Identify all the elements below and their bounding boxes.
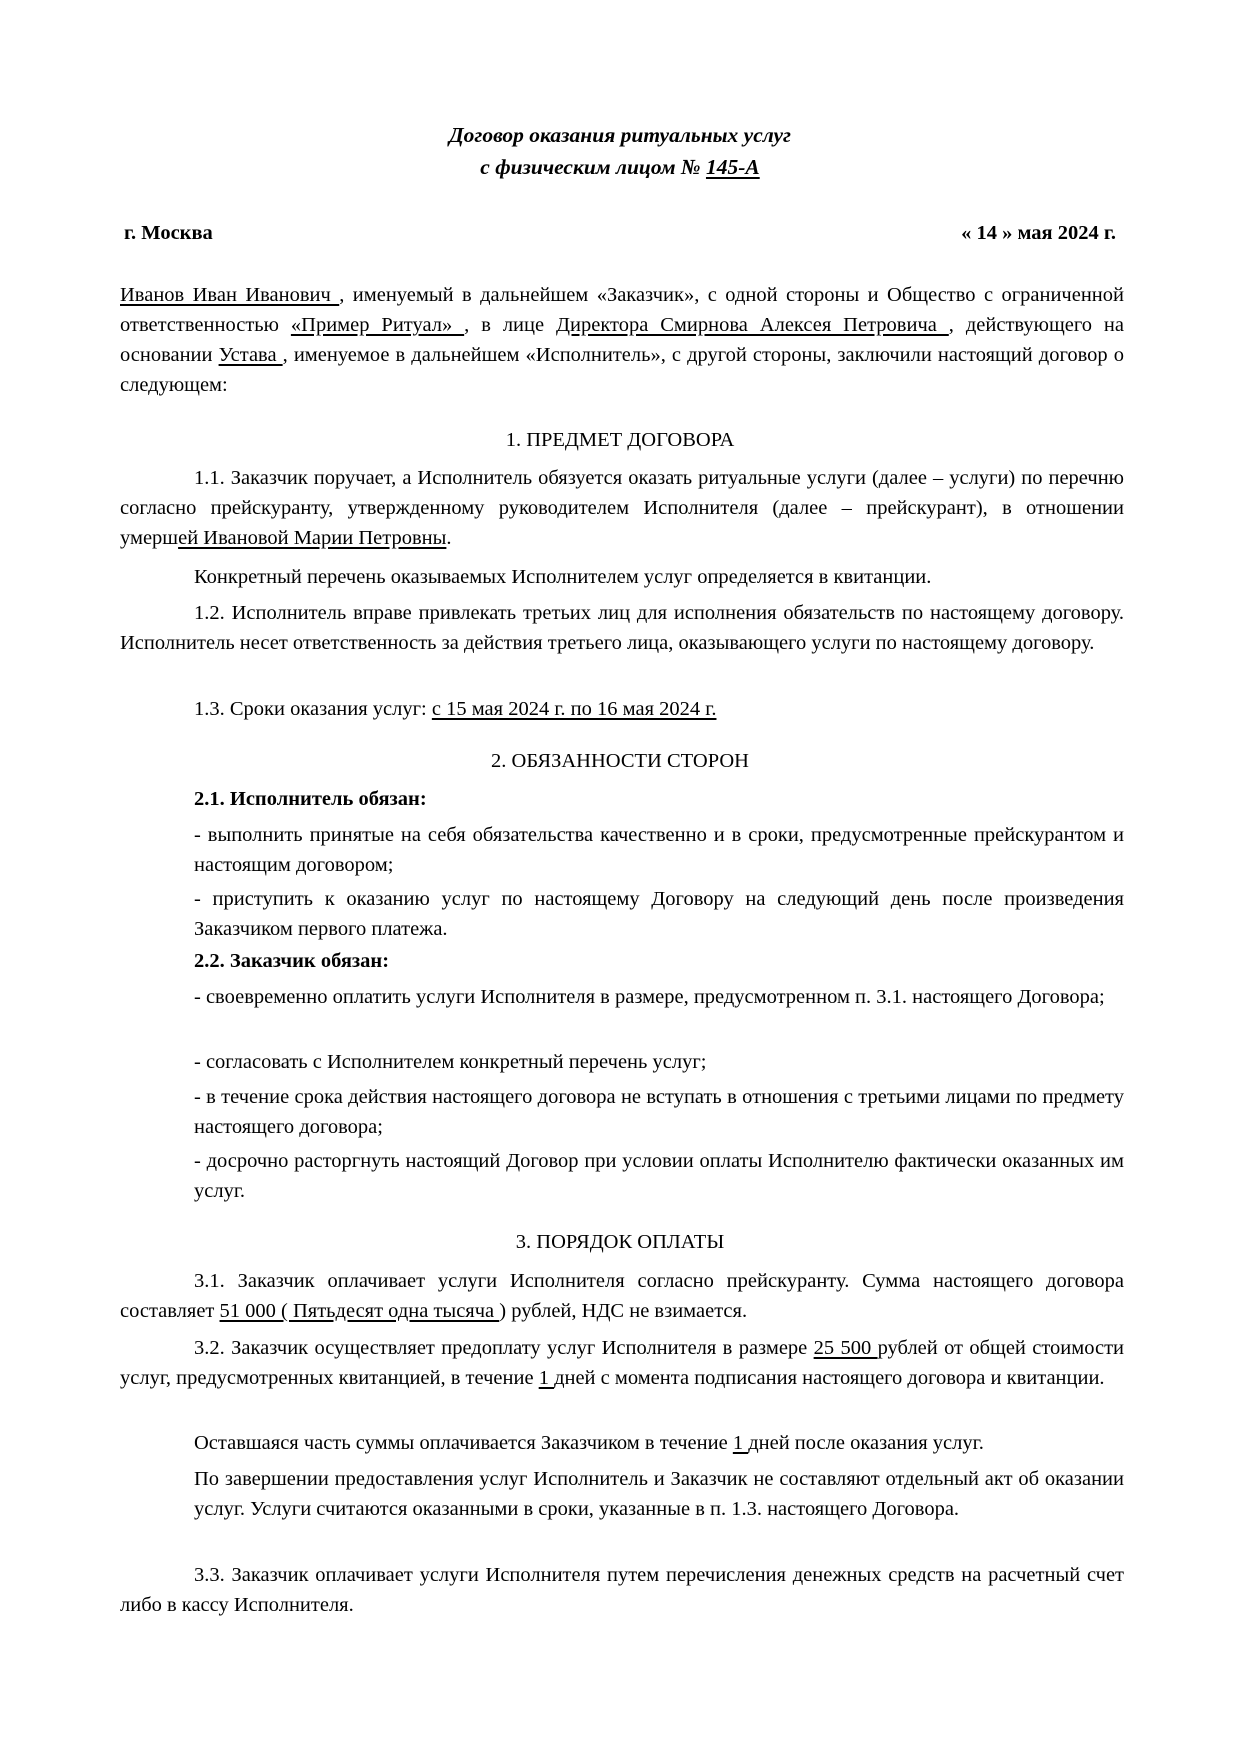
executor-duty-2: - приступить к оказанию услуг по настоящему Договору на следующий день после произведения Заказчиком первого платежа.: [194, 888, 1124, 940]
services-list-note: Конкретный перечень оказываемых Исполнителем услуг определяется в квитанции.: [194, 566, 932, 588]
acceptance-note: По завершении предоставления услуг Исполнитель и Заказчик не составляют отдельный акт об оказании услуг. Услуги считаются оказанными в сроки, указанные в п. 1.3. настоящего Договора.: [194, 1468, 1124, 1520]
document-title-line1: Договор оказания ритуальных услуг: [448, 123, 791, 147]
clause-3-2-end: дней с момента подписания настоящего договора и квитанции.: [554, 1367, 1105, 1389]
remaining-payment-text: Оставшаяся часть суммы оплачивается Заказчиком в течение: [194, 1432, 733, 1454]
customer-name: Иванов Иван Иванович: [120, 284, 340, 306]
executor-duty-1: - выполнить принятые на себя обязательства качественно и в сроки, предусмотренные прейскурантом и настоящим договором;: [194, 824, 1124, 876]
contract-date: « 14 » мая 2024 г.: [961, 222, 1116, 244]
clause-2-1-heading: 2.1. Исполнитель обязан:: [194, 788, 427, 810]
intro-paragraph: [120, 280, 1124, 400]
clause-1-3-text: 1.3. Сроки оказания услуг:: [194, 698, 432, 720]
basis-document: Устава: [218, 344, 283, 366]
remaining-payment-end: дней после оказания услуг.: [748, 1432, 984, 1454]
document-title-line2: [0, 152, 1240, 182]
service-period: с 15 мая 2024 г. по 16 мая 2024 г.: [431, 698, 717, 720]
contract-number: 145-А: [705, 155, 760, 179]
director-name: Директора Смирнова Алексея Петровича: [556, 314, 949, 336]
title-prefix: с физическим лицом №: [480, 155, 706, 179]
prepayment-sum: 25 500: [813, 1337, 878, 1359]
clause-2-2-heading: 2.2. Заказчик обязан:: [194, 950, 390, 972]
intro-text-1: , именуемый в дальнейшем «Заказчик», с одной стороны и Общество с ограниченной ответственностью: [120, 284, 1124, 336]
contract-city: г. Москва: [124, 222, 213, 244]
clause-3-3: 3.3. Заказчик оплачивает услуги Исполнителя путем перечисления денежных средств на расчетный счет либо в кассу Исполнителя.: [120, 1564, 1124, 1616]
customer-duty-1: - своевременно оплатить услуги Исполнителя в размере, предусмотренном п. 3.1. настоящего Договора;: [194, 986, 1105, 1008]
intro-text-4: , именуемое в дальнейшем «Исполнитель», с другой стороны, заключили настоящий договор о следующем:: [120, 344, 1124, 396]
clause-3-1-end: ) рублей, НДС не взимается.: [499, 1300, 748, 1322]
clause-3-1-text: 3.1. Заказчик оплачивает услуги Исполнителя согласно прейскуранту. Сумма настоящего договора составляет: [120, 1270, 1124, 1322]
clause-1-2: 1.2. Исполнитель вправе привлекать третьих лиц для исполнения обязательств по настоящему договору. Исполнитель несет ответственность за действия третьего лица, оказывающего услуги по настоящему договору.: [120, 602, 1124, 654]
clause-3-2-text: 3.2. Заказчик осуществляет предоплату услуг Исполнителя в размере: [194, 1337, 814, 1359]
section-3-heading: 3. ПОРЯДОК ОПЛАТЫ: [515, 1231, 725, 1253]
section-2-heading: 2. ОБЯЗАННОСТИ СТОРОН: [491, 750, 749, 772]
customer-duty-4: - досрочно расторгнуть настоящий Договор при условии оплаты Исполнителю фактически оказанных им услуг.: [194, 1150, 1124, 1202]
clause-1-1-text: 1.1. Заказчик поручает, а Исполнитель обязуется оказать ритуальные услуги (далее – услуги) по перечню согласно прейскуранту, утвержденному руководителем Исполнителя (далее – прейскурант), в отношении умерш: [120, 467, 1124, 549]
clause-1-1: [120, 463, 1124, 553]
company-name: «Пример Ритуал»: [290, 314, 465, 336]
section-1-heading: 1. ПРЕДМЕТ ДОГОВОРА: [505, 429, 735, 451]
clause-1-1-end: .: [446, 527, 452, 549]
intro-text-2: , в лице: [464, 314, 557, 336]
customer-duty-3: - в течение срока действия настоящего договора не вступать в отношения с третьими лицами по предмету настоящего договора;: [194, 1086, 1124, 1138]
remaining-payment-days: 1: [732, 1432, 749, 1454]
clause-3-1: [120, 1266, 1124, 1326]
contract-sum: 51 000 ( Пятьдесят одна тысяча: [219, 1300, 500, 1322]
clause-1-3: [120, 694, 1124, 724]
prepayment-days: 1: [538, 1367, 555, 1389]
remaining-payment: [120, 1428, 1124, 1458]
deceased-name: ей Ивановой Марии Петровны: [178, 527, 447, 549]
intro-text-3: , действующего на основании: [120, 314, 1124, 366]
clause-3-2: [120, 1333, 1124, 1393]
clause-3-2-mid: рублей от общей стоимости услуг, предусмотренных квитанцией, в течение: [120, 1337, 1125, 1389]
customer-duty-2: - согласовать с Исполнителем конкретный перечень услуг;: [194, 1051, 707, 1073]
